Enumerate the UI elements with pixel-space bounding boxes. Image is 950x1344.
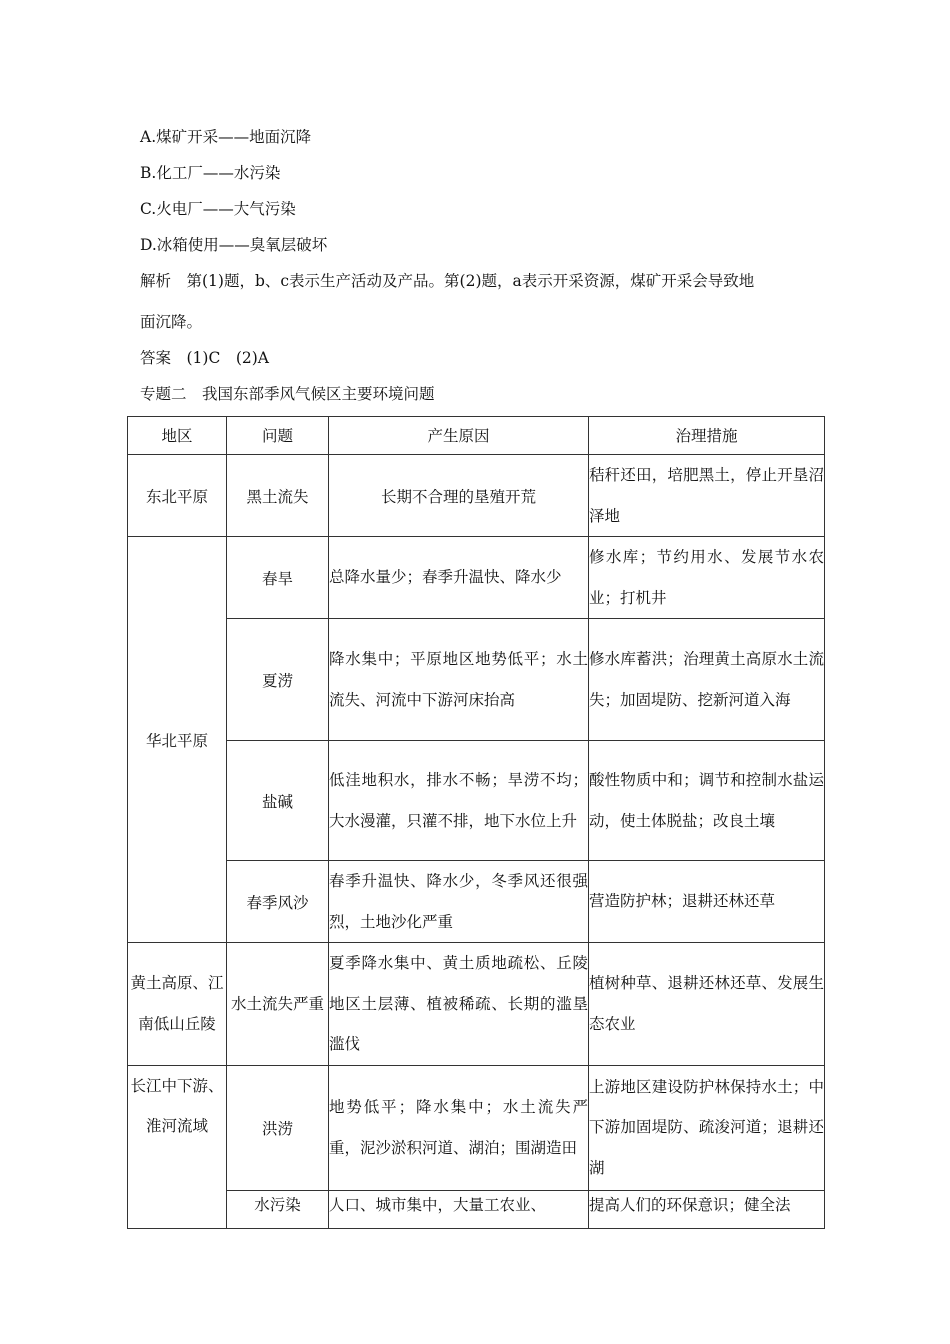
measures-cell: 上游地区建设防护林保持水土；中下游加固堤防、疏浚河道；退耕还湖 (589, 1065, 825, 1190)
table-row (128, 1190, 825, 1228)
answer: 答案 (1)C (2)A (140, 349, 269, 367)
region-cell: 华北平原 (128, 537, 227, 943)
cause-cell: 总降水量少；春季升温快、降水少 (329, 537, 589, 619)
problem-cell: 春旱 (227, 537, 329, 619)
option-b: B.化工厂——水污染 (140, 164, 281, 182)
table-row (128, 741, 825, 861)
table-row (128, 619, 825, 741)
option-d: D.冰箱使用——臭氧层破坏 (140, 236, 328, 254)
cause-cell: 长期不合理的垦殖开荒 (329, 455, 589, 537)
measures-cell: 修水库；节约用水、发展节水农业；打机井 (589, 537, 825, 619)
region-cell: 黄土高原、江南低山丘陵 (128, 943, 227, 1066)
analysis-line-1: 解析 第(1)题，b、c表示生产活动及产品。第(2)题，a表示开采资源，煤矿开采会导致地 (140, 272, 755, 290)
table-row (128, 455, 825, 537)
environment-problems-table (127, 416, 825, 1229)
problem-cell: 黑土流失 (227, 455, 329, 537)
header-cause: 产生原因 (329, 417, 589, 455)
table-row (128, 1065, 825, 1190)
section-title: 专题二 我国东部季风气候区主要环境问题 (140, 385, 435, 403)
analysis-line-2: 面沉降。 (140, 313, 203, 331)
problem-cell: 水土流失严重 (227, 943, 329, 1066)
measures-cell: 提高人们的环保意识；健全法 (589, 1190, 825, 1228)
table-row (128, 943, 825, 1066)
problem-cell: 春季风沙 (227, 861, 329, 943)
cause-cell: 春季升温快、降水少，冬季风还很强烈，土地沙化严重 (329, 861, 589, 943)
header-measures: 治理措施 (589, 417, 825, 455)
header-region: 地区 (128, 417, 227, 455)
problem-cell: 盐碱 (227, 741, 329, 861)
region-cell: 长江中下游、淮河流域 (128, 1065, 227, 1228)
option-c: C.火电厂——大气污染 (140, 200, 296, 218)
region-cell: 东北平原 (128, 455, 227, 537)
measures-cell: 酸性物质中和；调节和控制水盐运动，使土体脱盐；改良土壤 (589, 741, 825, 861)
measures-cell: 修水库蓄洪；治理黄土高原水土流失；加固堤防、挖新河道入海 (589, 619, 825, 741)
cause-cell: 低洼地积水，排水不畅；旱涝不均；大水漫灌，只灌不排，地下水位上升 (329, 741, 589, 861)
option-a: A.煤矿开采——地面沉降 (140, 128, 312, 146)
measures-cell: 秸秆还田，培肥黑土，停止开垦沼泽地 (589, 455, 825, 537)
cause-cell: 降水集中；平原地区地势低平；水土流失、河流中下游河床抬高 (329, 619, 589, 741)
cause-cell: 人口、城市集中，大量工农业、 (329, 1190, 589, 1228)
measures-cell: 营造防护林；退耕还林还草 (589, 861, 825, 943)
problem-cell: 洪涝 (227, 1065, 329, 1190)
measures-cell: 植树种草、退耕还林还草、发展生态农业 (589, 943, 825, 1066)
table-header-row (128, 417, 825, 455)
cause-cell: 地势低平；降水集中；水土流失严重，泥沙淤积河道、湖泊；围湖造田 (329, 1065, 589, 1190)
cause-cell: 夏季降水集中、黄土质地疏松、丘陵地区土层薄、植被稀疏、长期的滥垦滥伐 (329, 943, 589, 1066)
problem-cell: 夏涝 (227, 619, 329, 741)
header-problem: 问题 (227, 417, 329, 455)
table-row (128, 861, 825, 943)
table-row (128, 537, 825, 619)
problem-cell: 水污染 (227, 1190, 329, 1228)
